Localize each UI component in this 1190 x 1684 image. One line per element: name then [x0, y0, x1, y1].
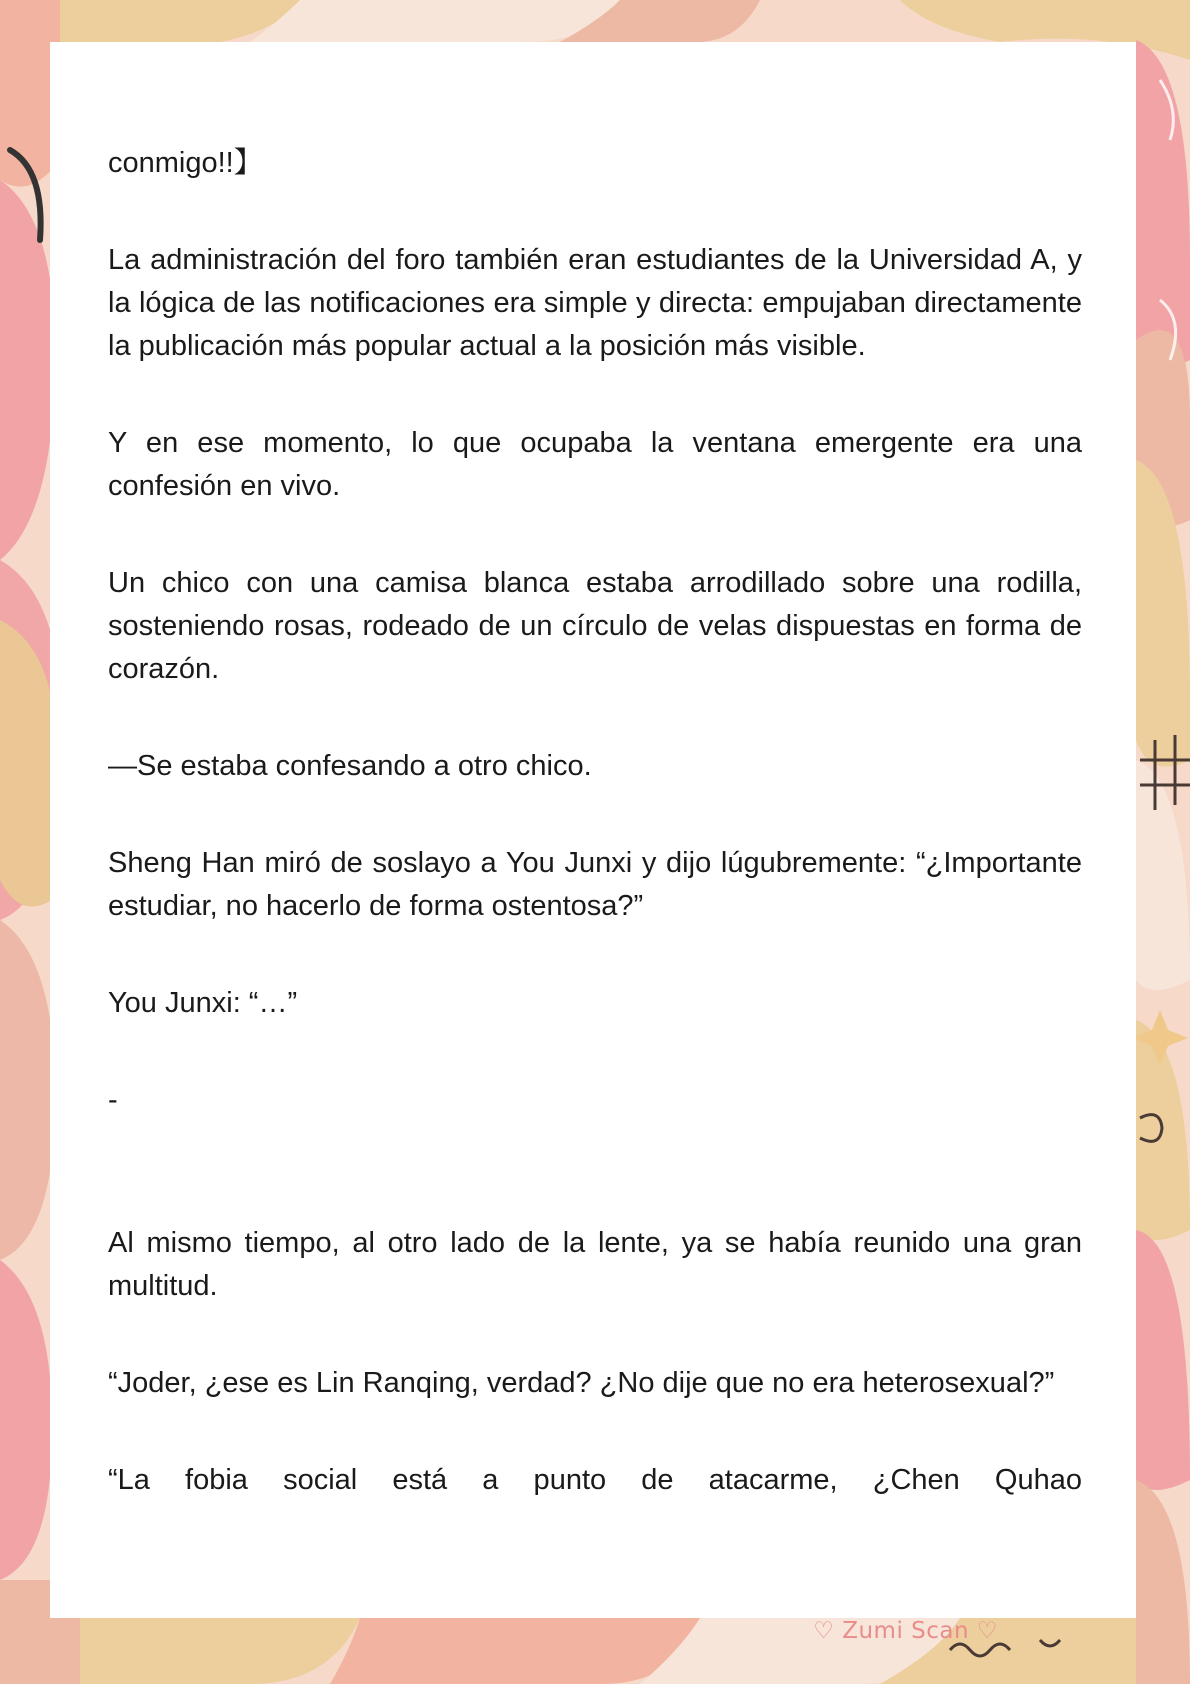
paragraph-7: You Junxi: “…” — [108, 987, 298, 1019]
paragraph-2: La administración del foro también eran estudiantes de la Universidad A, y la lógica de las notificaciones era simple y directa: empujaban directamente la publicación más popular actual a la posición más visible. — [108, 244, 1082, 362]
paragraph-4: Un chico con una camisa blanca estaba arrodillado sobre una rodilla, sosteniendo rosas, rodeado de un círculo de velas dispuestas en forma de corazón. — [108, 567, 1082, 685]
paragraph-10: “La fobia social está a punto de atacarme, ¿Chen Quhao — [108, 1464, 1082, 1496]
paragraph-8: Al mismo tiempo, al otro lado de la lente, ya se había reunido una gran multitud. — [108, 1227, 1082, 1302]
page-content — [50, 42, 1136, 1644]
paragraph-5: —Se estaba confesando a otro chico. — [108, 750, 592, 782]
paragraph-3: Y en ese momento, lo que ocupaba la ventana emergente era una confesión en vivo. — [108, 427, 1082, 502]
chapter-text — [108, 142, 1082, 1502]
paragraph-9: “Joder, ¿ese es Lin Ranqing, verdad? ¿No dije que no era heterosexual?” — [108, 1367, 1055, 1399]
section-divider: - — [108, 1084, 118, 1116]
watermark: ♡ Zumi Scan ♡ — [813, 1618, 998, 1644]
paragraph-1: conmigo!!】 — [108, 147, 263, 179]
paragraph-6: Sheng Han miró de soslayo a You Junxi y dijo lúgubremente: “¿Importante estudiar, no hacerlo de forma ostentosa?” — [108, 847, 1082, 922]
